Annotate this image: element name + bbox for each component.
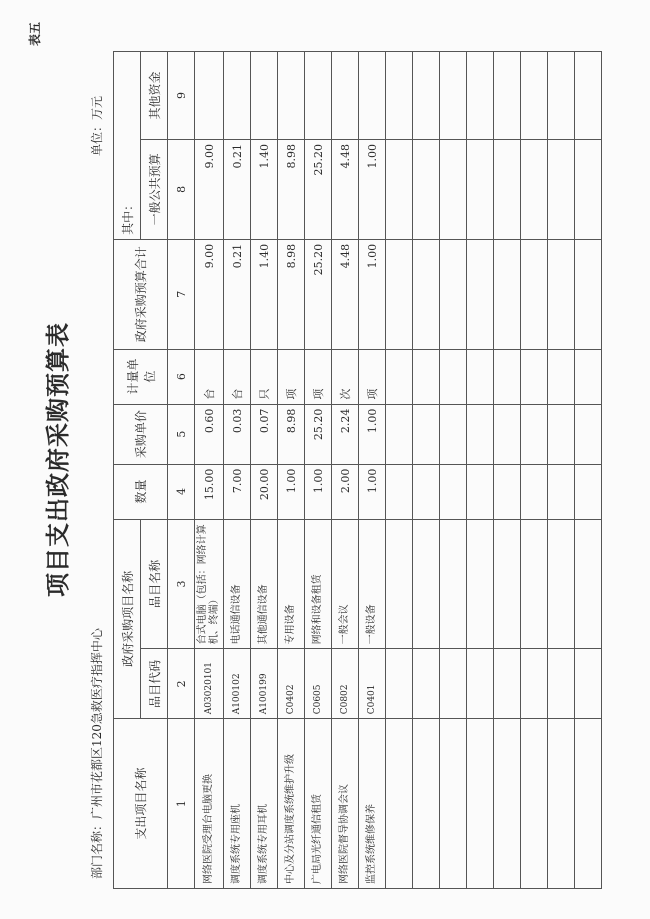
quantity-cell: [548, 464, 575, 519]
unit-price-cell: [521, 404, 548, 464]
project-name-cell: [494, 719, 521, 889]
quantity-cell: [521, 464, 548, 519]
total-cell: 8.98: [278, 239, 305, 349]
total-cell: 1.40: [251, 239, 278, 349]
col-index: 1: [168, 719, 195, 889]
general-budget-cell: 8.98: [278, 139, 305, 239]
total-cell: [575, 239, 602, 349]
item-code-cell: C0802: [332, 649, 359, 719]
table-row: [521, 52, 548, 889]
item-name-cell: [413, 519, 440, 649]
unit-price-cell: [575, 404, 602, 464]
quantity-cell: 7.00: [224, 464, 251, 519]
other-funds-cell: [467, 52, 494, 140]
page-title: 项目支出政府采购预算表: [43, 322, 72, 597]
quantity-cell: [575, 464, 602, 519]
total-cell: 4.48: [332, 239, 359, 349]
other-funds-cell: [224, 52, 251, 140]
table-row: [251, 52, 278, 889]
table-row: [467, 52, 494, 889]
col-index: 7: [168, 239, 195, 349]
project-name-cell: 调度系统专用座机: [224, 719, 251, 889]
item-name-cell: [386, 519, 413, 649]
other-funds-cell: [359, 52, 386, 140]
general-budget-cell: 1.40: [251, 139, 278, 239]
project-name-cell: [521, 719, 548, 889]
quantity-cell: [467, 464, 494, 519]
project-name-cell: [440, 719, 467, 889]
total-cell: 25.20: [305, 239, 332, 349]
header-unit-price: 采购单价: [114, 404, 168, 464]
quantity-cell: [386, 464, 413, 519]
item-name-cell: 网络和设备租赁: [305, 519, 332, 649]
header-measure-unit: 计量单位: [114, 349, 168, 404]
general-budget-cell: 1.00: [359, 139, 386, 239]
other-funds-cell: [305, 52, 332, 140]
table-row: [305, 52, 332, 889]
general-budget-cell: [494, 139, 521, 239]
quantity-cell: 1.00: [278, 464, 305, 519]
total-cell: 9.00: [195, 239, 224, 349]
header-quantity: 数量: [114, 464, 168, 519]
other-funds-cell: [386, 52, 413, 140]
quantity-cell: 15.00: [195, 464, 224, 519]
table-body: [168, 52, 602, 889]
table-row: [224, 52, 251, 889]
table-row: [332, 52, 359, 889]
column-index-row: [168, 52, 195, 889]
other-funds-cell: [548, 52, 575, 140]
unit-price-cell: [413, 404, 440, 464]
unit-price-cell: 0.60: [195, 404, 224, 464]
quantity-cell: [494, 464, 521, 519]
total-cell: [386, 239, 413, 349]
item-code-cell: [467, 649, 494, 719]
item-code-cell: [521, 649, 548, 719]
project-name-cell: [413, 719, 440, 889]
col-index: 5: [168, 404, 195, 464]
project-name-cell: 网络医院督导协调会议: [332, 719, 359, 889]
item-code-cell: [386, 649, 413, 719]
project-name-cell: 中心及分站调度系统维护升级: [278, 719, 305, 889]
table-row: [494, 52, 521, 889]
measure-unit-cell: 只: [251, 349, 278, 404]
other-funds-cell: [332, 52, 359, 140]
quantity-cell: 1.00: [359, 464, 386, 519]
col-index: 2: [168, 649, 195, 719]
item-name-cell: 其他通信设备: [251, 519, 278, 649]
item-name-cell: 一般会议: [332, 519, 359, 649]
table-row: [386, 52, 413, 889]
total-cell: [467, 239, 494, 349]
item-code-cell: C0605: [305, 649, 332, 719]
item-code-cell: A100102: [224, 649, 251, 719]
table-row: [413, 52, 440, 889]
quantity-cell: 20.00: [251, 464, 278, 519]
col-index: 3: [168, 519, 195, 649]
quantity-cell: [413, 464, 440, 519]
total-cell: [521, 239, 548, 349]
item-name-cell: [575, 519, 602, 649]
item-code-cell: [548, 649, 575, 719]
quantity-cell: 1.00: [305, 464, 332, 519]
unit-price-cell: 2.24: [332, 404, 359, 464]
other-funds-cell: [440, 52, 467, 140]
item-code-cell: A03020101: [195, 649, 224, 719]
measure-unit-cell: 台: [195, 349, 224, 404]
other-funds-cell: [575, 52, 602, 140]
project-name-cell: [575, 719, 602, 889]
item-code-cell: [494, 649, 521, 719]
item-code-cell: [413, 649, 440, 719]
general-budget-cell: 9.00: [195, 139, 224, 239]
project-name-cell: [548, 719, 575, 889]
general-budget-cell: 25.20: [305, 139, 332, 239]
unit-price-cell: 0.07: [251, 404, 278, 464]
header-of-which: 其中：: [114, 52, 141, 240]
general-budget-cell: [386, 139, 413, 239]
table-row: [195, 52, 224, 889]
total-cell: [494, 239, 521, 349]
unit-price-cell: [440, 404, 467, 464]
measure-unit-cell: 项: [305, 349, 332, 404]
item-name-cell: [440, 519, 467, 649]
unit-price-cell: 0.03: [224, 404, 251, 464]
project-name-cell: [467, 719, 494, 889]
col-index: 9: [168, 52, 195, 140]
table-row: [278, 52, 305, 889]
other-funds-cell: [278, 52, 305, 140]
measure-unit-cell: [494, 349, 521, 404]
other-funds-cell: [195, 52, 224, 140]
header-item-code: 品目代码: [141, 649, 168, 719]
header-item-name: 品目名称: [141, 519, 168, 649]
item-code-cell: [440, 649, 467, 719]
other-funds-cell: [494, 52, 521, 140]
total-cell: [413, 239, 440, 349]
item-name-cell: [521, 519, 548, 649]
item-name-cell: 一般设备: [359, 519, 386, 649]
unit-price-cell: [386, 404, 413, 464]
other-funds-cell: [413, 52, 440, 140]
measure-unit-cell: 次: [332, 349, 359, 404]
item-name-cell: [467, 519, 494, 649]
project-name-cell: 调度系统专用耳机: [251, 719, 278, 889]
header-total: 政府采购预算合计: [114, 239, 168, 349]
item-name-cell: 台式电脑（包括：网络计算机、终端）: [195, 519, 224, 649]
measure-unit-cell: 项: [359, 349, 386, 404]
quantity-cell: [440, 464, 467, 519]
col-index: 6: [168, 349, 195, 404]
item-name-cell: [494, 519, 521, 649]
table-row: [440, 52, 467, 889]
total-cell: [440, 239, 467, 349]
total-cell: 0.21: [224, 239, 251, 349]
general-budget-cell: [521, 139, 548, 239]
unit-price-cell: [548, 404, 575, 464]
quantity-cell: 2.00: [332, 464, 359, 519]
col-index: 4: [168, 464, 195, 519]
general-budget-cell: 0.21: [224, 139, 251, 239]
header-gov-proc-project: 政府采购项目名称: [114, 519, 141, 719]
project-name-cell: 广电局光纤通信租赁: [305, 719, 332, 889]
unit-price-cell: [467, 404, 494, 464]
table-row: [359, 52, 386, 889]
other-funds-cell: [521, 52, 548, 140]
project-name-cell: [386, 719, 413, 889]
department-name: 部门名称：广州市花都区120急救医疗指挥中心: [90, 628, 104, 879]
procurement-budget-table: [113, 51, 602, 889]
unit-price-cell: 8.98: [278, 404, 305, 464]
general-budget-cell: [413, 139, 440, 239]
item-code-cell: C0401: [359, 649, 386, 719]
measure-unit-cell: [548, 349, 575, 404]
unit-price-cell: 1.00: [359, 404, 386, 464]
general-budget-cell: 4.48: [332, 139, 359, 239]
general-budget-cell: [440, 139, 467, 239]
measure-unit-cell: 台: [224, 349, 251, 404]
table-row: [548, 52, 575, 889]
project-name-cell: 监控系统维修保养: [359, 719, 386, 889]
total-cell: [548, 239, 575, 349]
measure-unit-cell: 项: [278, 349, 305, 404]
header-project-name: 支出项目名称: [114, 719, 168, 889]
general-budget-cell: [548, 139, 575, 239]
item-code-cell: A100199: [251, 649, 278, 719]
unit-price-cell: [494, 404, 521, 464]
item-name-cell: 电话通信设备: [224, 519, 251, 649]
item-code-cell: C0402: [278, 649, 305, 719]
measure-unit-cell: [521, 349, 548, 404]
item-code-cell: [575, 649, 602, 719]
project-name-cell: 网络医院受理台电脑更换: [195, 719, 224, 889]
measure-unit-cell: [386, 349, 413, 404]
general-budget-cell: [575, 139, 602, 239]
measure-unit-cell: [413, 349, 440, 404]
unit-price-cell: 25.20: [305, 404, 332, 464]
measure-unit-cell: [440, 349, 467, 404]
header-other-funds: 其他资金: [141, 52, 168, 140]
item-name-cell: 专用设备: [278, 519, 305, 649]
currency-unit: 单位：万元: [90, 96, 104, 157]
measure-unit-cell: [467, 349, 494, 404]
table-number: 表五: [28, 22, 42, 47]
item-name-cell: [548, 519, 575, 649]
header-general-budget: 一般公共预算: [141, 139, 168, 239]
table-row: [575, 52, 602, 889]
measure-unit-cell: [575, 349, 602, 404]
other-funds-cell: [251, 52, 278, 140]
total-cell: 1.00: [359, 239, 386, 349]
general-budget-cell: [467, 139, 494, 239]
col-index: 8: [168, 139, 195, 239]
